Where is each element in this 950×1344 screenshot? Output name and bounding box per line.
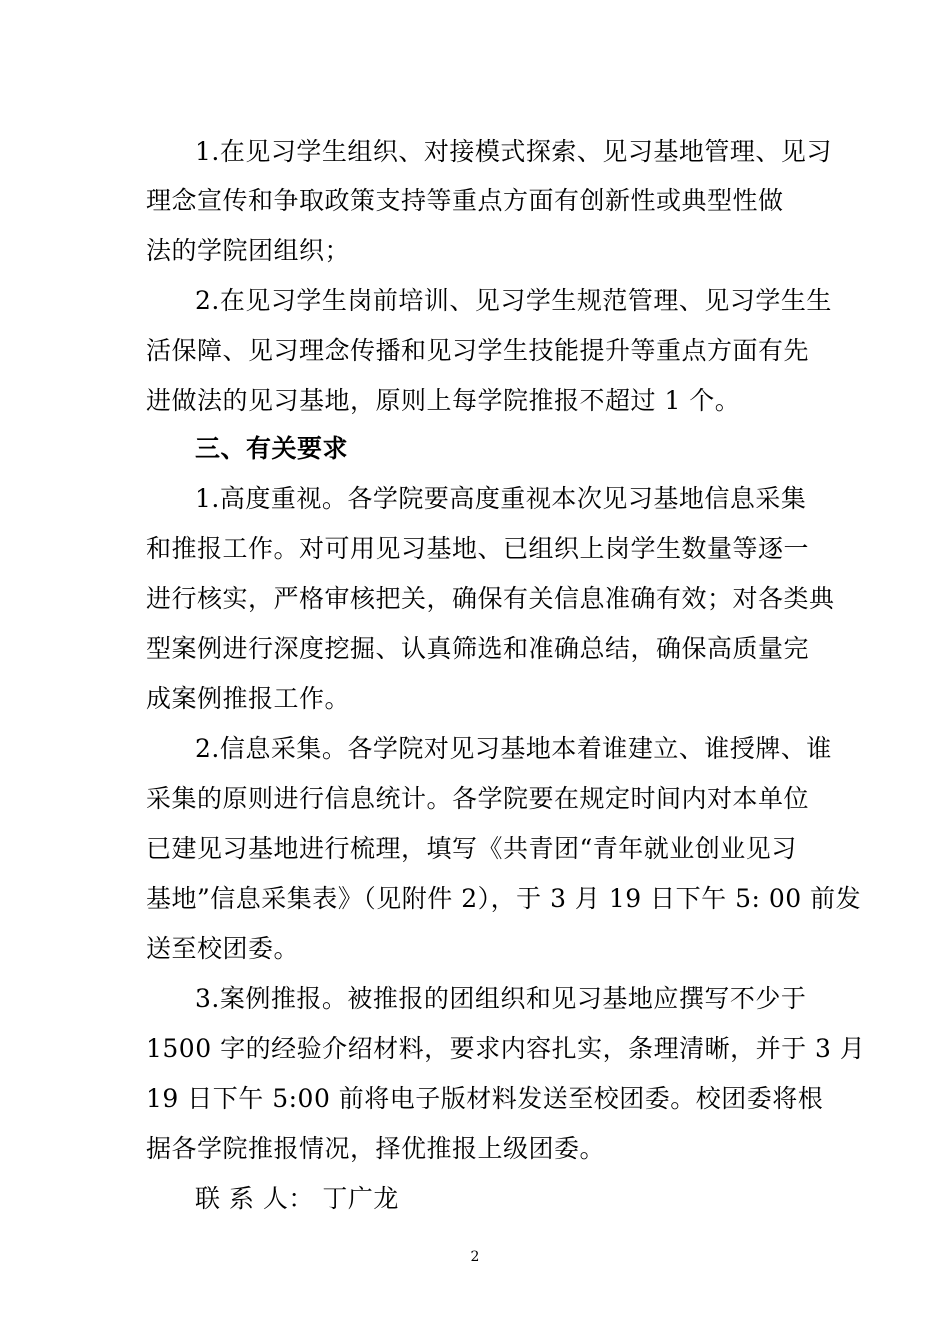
text-line: 活保障、见习理念传播和见习学生技能提升等重点方面有先 [146,336,810,365]
contact-line: 联 系 人： 丁广龙 [195,1184,399,1213]
text-line: 已建见习基地进行梳理，填写《共青团“青年就业创业见习 [146,834,797,863]
page-number: 2 [470,1249,480,1265]
text-line: 型案例进行深度挖掘、认真筛选和准确总结，确保高质量完 [146,634,810,663]
text-line: 据各学院推报情况，择优推报上级团委。 [146,1134,606,1163]
text-line: 成案例推报工作。 [146,684,351,713]
text-line: 1500 字的经验介绍材料，要求内容扎实，条理清晰，并于 3 月 [146,1034,866,1063]
text-line: 采集的原则进行信息统计。各学院要在规定时间内对本单位 [146,784,810,813]
text-line: 理念宣传和争取政策支持等重点方面有创新性或典型性做 [146,186,784,215]
text-line: 法的学院团组织； [146,236,351,265]
text-line: 进做法的见习基地，原则上每学院推报不超过 1 个。 [146,386,741,415]
text-line: 1.在见习学生组织、对接模式探索、见习基地管理、见习 [195,137,832,166]
text-line: 1.高度重视。各学院要高度重视本次见习基地信息采集 [195,484,807,513]
text-line: 进行核实，严格审核把关，确保有关信息准确有效；对各类典 [146,584,835,613]
text-line: 基地”信息采集表》（见附件 2），于 3 月 19 日下午 5: 00 前发 [146,884,862,913]
text-line: 2.在见习学生岗前培训、见习学生规范管理、见习学生生 [195,286,832,315]
text-line: 2.信息采集。各学院对见习基地本着谁建立、谁授牌、谁 [195,734,832,763]
section-heading: 三、有关要求 [195,434,349,463]
text-line: 和推报工作。对可用见习基地、已组织上岗学生数量等逐一 [146,534,810,563]
text-line: 送至校团委。 [146,934,300,963]
text-line: 19 日下午 5:00 前将电子版材料发送至校团委。校团委将根 [146,1084,824,1113]
text-line: 3.案例推报。被推报的团组织和见习基地应撰写不少于 [195,984,807,1013]
